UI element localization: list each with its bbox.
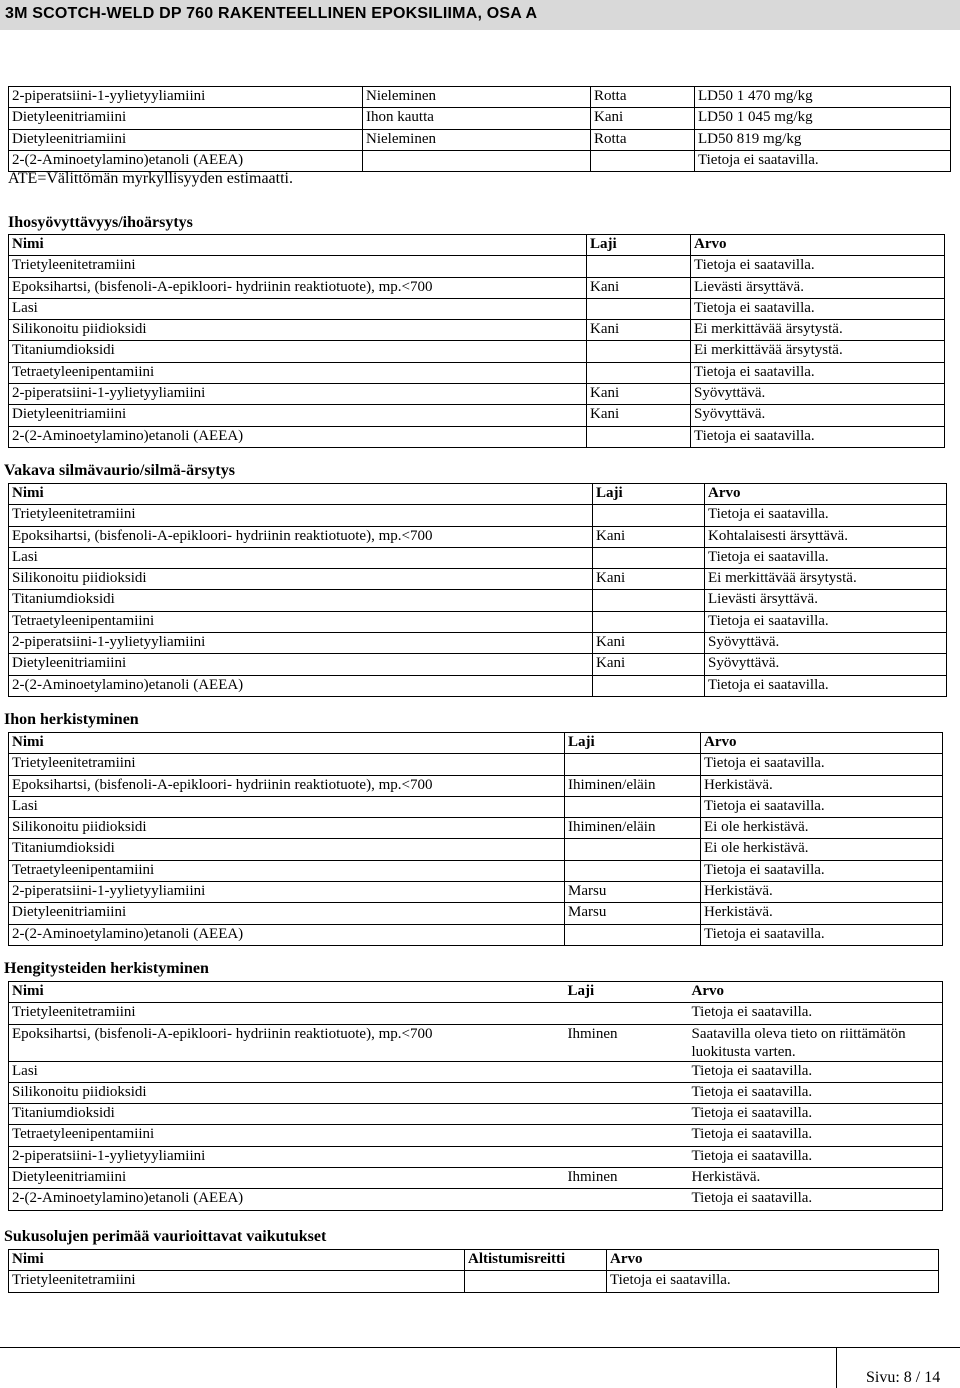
table-cell: Syövyttävä.: [705, 654, 947, 675]
table-cell: Trietyleenitetramiini: [9, 754, 565, 775]
table-cell: Trietyleenitetramiini: [9, 256, 587, 277]
table-cell: Titaniumdioksidi: [9, 839, 565, 860]
table-row: [9, 633, 947, 654]
table-cell: Rotta: [591, 87, 695, 108]
table-cell: Tietoja ei saatavilla.: [701, 754, 943, 775]
table-cell: [565, 754, 701, 775]
table-cell: 2-(2-Aminoetylamino)etanoli (AEEA): [9, 675, 593, 696]
table-cell: Herkistävä.: [701, 775, 943, 796]
footer-rule: [0, 1347, 960, 1348]
table-row: [9, 150, 951, 171]
table-cell: Tetraetyleenipentamiini: [9, 611, 593, 632]
table-cell: Tetraetyleenipentamiini: [9, 1125, 565, 1146]
table-cell: Epoksihartsi, (bisfenoli-A-epikloori- hydriinin reaktiotuote), mp.<700: [9, 1024, 565, 1061]
table-row: [9, 1271, 939, 1292]
table-row: [9, 1003, 943, 1024]
table-header-row: [9, 235, 945, 256]
table-cell: 2-(2-Aminoetylamino)etanoli (AEEA): [9, 1189, 565, 1210]
table-cell: 2-piperatsiini-1-yylietyyliamiini: [9, 882, 565, 903]
column-header: Arvo: [691, 235, 945, 256]
table-cell: LD50 819 mg/kg: [695, 129, 951, 150]
table-cell: Trietyleenitetramiini: [9, 505, 593, 526]
table-cell: [565, 1125, 689, 1146]
column-header: Altistumisreitti: [465, 1250, 607, 1271]
eye-damage-title: Vakava silmävaurio/silmä-ärsytys: [4, 462, 235, 479]
table-row: [9, 924, 943, 945]
table-cell: Silikonoitu piidioksidi: [9, 1082, 565, 1103]
table-row: [9, 882, 943, 903]
table-cell: Tietoja ei saatavilla.: [691, 298, 945, 319]
germ-cell-table: [8, 1249, 939, 1293]
table-row: [9, 298, 945, 319]
table-row: [9, 754, 943, 775]
table-cell: [593, 547, 705, 568]
table-cell: Tietoja ei saatavilla.: [607, 1271, 939, 1292]
table-cell: Herkistävä.: [701, 903, 943, 924]
table-row: [9, 129, 951, 150]
table-cell: Syövyttävä.: [705, 633, 947, 654]
column-header: Laji: [587, 235, 691, 256]
table-row: [9, 654, 947, 675]
table-cell: Ei ole herkistävä.: [701, 839, 943, 860]
table-cell: Tietoja ei saatavilla.: [689, 1003, 943, 1024]
table-cell: Tietoja ei saatavilla.: [705, 505, 947, 526]
table-cell: Ihminen: [565, 1168, 689, 1189]
table-cell: Kani: [587, 277, 691, 298]
table-cell: Silikonoitu piidioksidi: [9, 320, 587, 341]
column-header: Nimi: [9, 235, 587, 256]
table-row: [9, 505, 947, 526]
column-header: Arvo: [701, 733, 943, 754]
skin-irritation-table: [8, 234, 945, 448]
table-cell: [587, 256, 691, 277]
table-cell: 2-(2-Aminoetylamino)etanoli (AEEA): [9, 426, 587, 447]
table-header-row: [9, 484, 947, 505]
table-cell: Kani: [593, 569, 705, 590]
table-cell: 2-piperatsiini-1-yylietyyliamiini: [9, 87, 363, 108]
table-row: [9, 860, 943, 881]
ate-note: ATE=Välittömän myrkyllisyyden estimaatti.: [8, 170, 293, 187]
table-cell: Ei merkittävää ärsytystä.: [691, 341, 945, 362]
column-header: Nimi: [9, 733, 565, 754]
respiratory-sensitization-table: [8, 981, 943, 1211]
respiratory-sensitization-title: Hengitysteiden herkistyminen: [4, 960, 209, 977]
table-cell: Saatavilla oleva tieto on riittämätön luokitusta varten.: [689, 1024, 943, 1061]
column-header: Arvo: [689, 982, 943, 1003]
table-cell: Syövyttävä.: [691, 405, 945, 426]
table-cell: Dietyleenitriamiini: [9, 129, 363, 150]
table-cell: Trietyleenitetramiini: [9, 1271, 465, 1292]
table-row: [9, 320, 945, 341]
column-header: Arvo: [705, 484, 947, 505]
table-cell: Epoksihartsi, (bisfenoli-A-epikloori- hydriinin reaktiotuote), mp.<700: [9, 526, 593, 547]
table-cell: Tietoja ei saatavilla.: [689, 1082, 943, 1103]
table-row: [9, 903, 943, 924]
germ-cell-title: Sukusolujen perimää vaurioittavat vaikutukset: [4, 1228, 327, 1245]
table-header-row: [9, 1250, 939, 1271]
table-cell: Titaniumdioksidi: [9, 1104, 565, 1125]
table-cell: Herkistävä.: [689, 1168, 943, 1189]
table-cell: [587, 341, 691, 362]
document-header: [0, 0, 960, 30]
table-cell: Tietoja ei saatavilla.: [689, 1189, 943, 1210]
table-cell: Tietoja ei saatavilla.: [695, 150, 951, 171]
table-cell: Nieleminen: [363, 129, 591, 150]
table-cell: 2-(2-Aminoetylamino)etanoli (AEEA): [9, 150, 363, 171]
table-cell: Kani: [591, 108, 695, 129]
table-cell: Tietoja ei saatavilla.: [691, 362, 945, 383]
table-cell: LD50 1 045 mg/kg: [695, 108, 951, 129]
acute-toxicity-table: [8, 86, 951, 172]
table-cell: Dietyleenitriamiini: [9, 405, 587, 426]
table-cell: [363, 150, 591, 171]
table-cell: Kani: [587, 320, 691, 341]
skin-irritation-title: Ihosyövyttävyys/ihoärsytys: [8, 214, 193, 231]
table-row: [9, 87, 951, 108]
table-cell: Tietoja ei saatavilla.: [701, 796, 943, 817]
table-row: [9, 775, 943, 796]
table-cell: [565, 1082, 689, 1103]
document-title: 3M SCOTCH-WELD DP 760 RAKENTEELLINEN EPOKSILIIMA, OSA A: [5, 5, 538, 22]
table-row: [9, 1082, 943, 1103]
table-cell: Nieleminen: [363, 87, 591, 108]
table-cell: Epoksihartsi, (bisfenoli-A-epikloori- hydriinin reaktiotuote), mp.<700: [9, 277, 587, 298]
table-cell: Kani: [593, 633, 705, 654]
table-cell: Titaniumdioksidi: [9, 590, 593, 611]
table-cell: Rotta: [591, 129, 695, 150]
table-row: [9, 675, 947, 696]
table-cell: [565, 796, 701, 817]
table-cell: Tietoja ei saatavilla.: [705, 611, 947, 632]
table-cell: Ei merkittävää ärsytystä.: [691, 320, 945, 341]
table-row: [9, 277, 945, 298]
table-cell: Tietoja ei saatavilla.: [689, 1125, 943, 1146]
table-cell: [593, 675, 705, 696]
table-cell: Lasi: [9, 1061, 565, 1082]
table-cell: [565, 1003, 689, 1024]
table-cell: [591, 150, 695, 171]
table-cell: Tietoja ei saatavilla.: [689, 1104, 943, 1125]
skin-sensitization-table: [8, 732, 943, 946]
table-row: [9, 384, 945, 405]
table-cell: Kani: [593, 654, 705, 675]
table-cell: Tietoja ei saatavilla.: [705, 675, 947, 696]
table-row: [9, 362, 945, 383]
table-cell: Silikonoitu piidioksidi: [9, 818, 565, 839]
page-number: Sivu: 8 / 14: [866, 1369, 941, 1386]
table-cell: Dietyleenitriamiini: [9, 108, 363, 129]
table-cell: Epoksihartsi, (bisfenoli-A-epikloori- hydriinin reaktiotuote), mp.<700: [9, 775, 565, 796]
table-row: [9, 611, 947, 632]
column-header: Nimi: [9, 484, 593, 505]
table-row: [9, 1146, 943, 1167]
table-cell: Lievästi ärsyttävä.: [691, 277, 945, 298]
table-row: [9, 796, 943, 817]
table-row: [9, 341, 945, 362]
table-cell: [565, 1104, 689, 1125]
table-cell: Ihon kautta: [363, 108, 591, 129]
column-header: Nimi: [9, 982, 565, 1003]
table-cell: [565, 1061, 689, 1082]
table-cell: Tietoja ei saatavilla.: [691, 256, 945, 277]
table-cell: [587, 362, 691, 383]
table-cell: Tetraetyleenipentamiini: [9, 860, 565, 881]
table-cell: Lasi: [9, 547, 593, 568]
table-cell: Syövyttävä.: [691, 384, 945, 405]
table-cell: 2-piperatsiini-1-yylietyyliamiini: [9, 384, 587, 405]
table-cell: LD50 1 470 mg/kg: [695, 87, 951, 108]
table-row: [9, 839, 943, 860]
table-cell: [587, 426, 691, 447]
table-cell: Ihminen: [565, 1024, 689, 1061]
table-cell: Lasi: [9, 298, 587, 319]
column-header: Laji: [593, 484, 705, 505]
table-cell: 2-piperatsiini-1-yylietyyliamiini: [9, 633, 593, 654]
table-cell: Marsu: [565, 903, 701, 924]
table-row: [9, 818, 943, 839]
table-cell: Lievästi ärsyttävä.: [705, 590, 947, 611]
column-header: Arvo: [607, 1250, 939, 1271]
table-row: [9, 526, 947, 547]
table-cell: Tietoja ei saatavilla.: [705, 547, 947, 568]
table-cell: Ei ole herkistävä.: [701, 818, 943, 839]
table-cell: Dietyleenitriamiini: [9, 654, 593, 675]
table-cell: Tetraetyleenipentamiini: [9, 362, 587, 383]
table-row: [9, 1189, 943, 1210]
table-row: [9, 108, 951, 129]
table-cell: Ihiminen/eläin: [565, 818, 701, 839]
table-cell: Dietyleenitriamiini: [9, 1168, 565, 1189]
table-cell: Tietoja ei saatavilla.: [691, 426, 945, 447]
table-row: [9, 1061, 943, 1082]
table-cell: [465, 1271, 607, 1292]
table-cell: Kani: [593, 526, 705, 547]
table-cell: 2-piperatsiini-1-yylietyyliamiini: [9, 1146, 565, 1167]
table-row: [9, 256, 945, 277]
table-cell: [593, 611, 705, 632]
eye-damage-table: [8, 483, 947, 697]
table-cell: [565, 1189, 689, 1210]
table-row: [9, 1168, 943, 1189]
column-header: Laji: [565, 982, 689, 1003]
table-row: [9, 569, 947, 590]
table-row: [9, 590, 947, 611]
table-cell: [593, 505, 705, 526]
table-row: [9, 1125, 943, 1146]
table-cell: [565, 1146, 689, 1167]
table-cell: [565, 839, 701, 860]
table-cell: Tietoja ei saatavilla.: [701, 860, 943, 881]
table-cell: Tietoja ei saatavilla.: [701, 924, 943, 945]
table-row: [9, 1024, 943, 1061]
table-cell: Dietyleenitriamiini: [9, 903, 565, 924]
column-header: Nimi: [9, 1250, 465, 1271]
table-cell: Lasi: [9, 796, 565, 817]
table-cell: Tietoja ei saatavilla.: [689, 1061, 943, 1082]
table-cell: [587, 298, 691, 319]
table-cell: Kani: [587, 384, 691, 405]
table-cell: [593, 590, 705, 611]
table-cell: Kohtalaisesti ärsyttävä.: [705, 526, 947, 547]
table-header-row: [9, 733, 943, 754]
table-row: [9, 426, 945, 447]
table-cell: Tietoja ei saatavilla.: [689, 1146, 943, 1167]
table-cell: [565, 924, 701, 945]
table-cell: Herkistävä.: [701, 882, 943, 903]
table-cell: Ihiminen/eläin: [565, 775, 701, 796]
table-cell: [565, 860, 701, 881]
table-cell: Ei merkittävää ärsytystä.: [705, 569, 947, 590]
table-cell: Titaniumdioksidi: [9, 341, 587, 362]
table-header-row: [9, 982, 943, 1003]
table-row: [9, 1104, 943, 1125]
skin-sensitization-title: Ihon herkistyminen: [4, 711, 139, 728]
table-row: [9, 547, 947, 568]
table-cell: Kani: [587, 405, 691, 426]
table-row: [9, 405, 945, 426]
table-cell: Silikonoitu piidioksidi: [9, 569, 593, 590]
table-cell: 2-(2-Aminoetylamino)etanoli (AEEA): [9, 924, 565, 945]
table-cell: Marsu: [565, 882, 701, 903]
column-header: Laji: [565, 733, 701, 754]
table-cell: Trietyleenitetramiini: [9, 1003, 565, 1024]
